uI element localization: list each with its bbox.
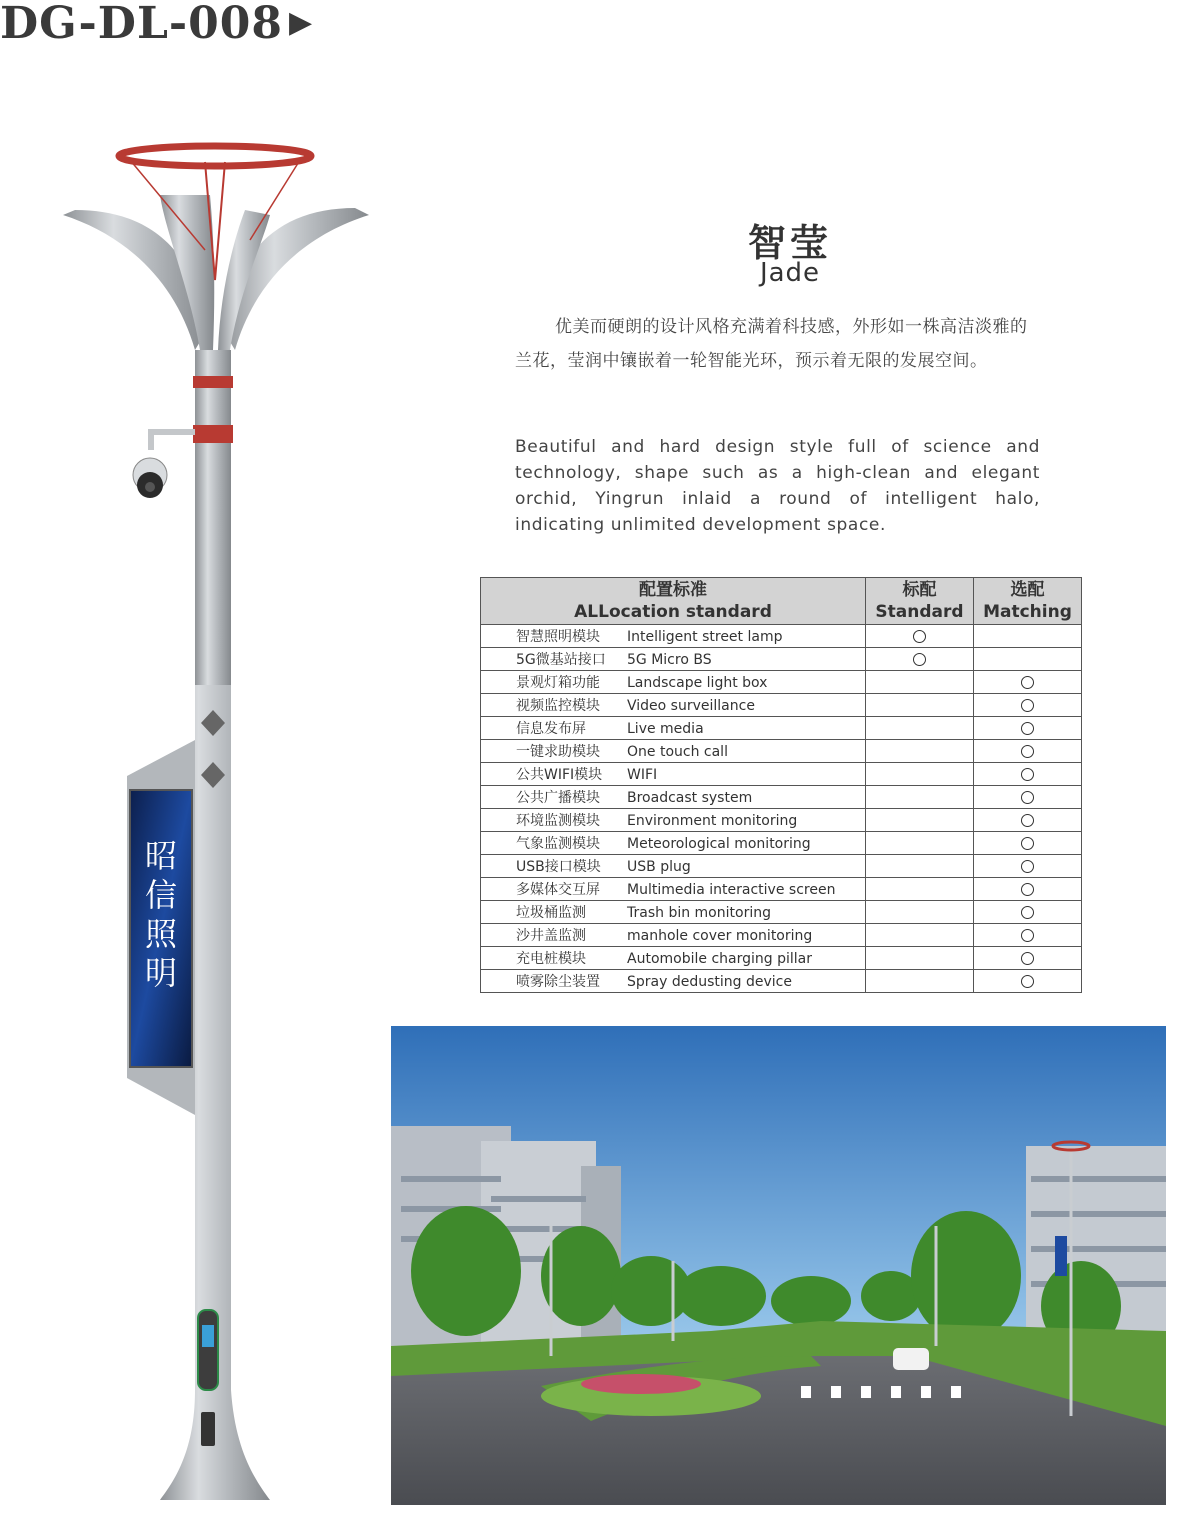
table-row [481,786,1082,809]
table-row [481,947,1082,970]
header-standard-cn: 标配 [902,580,937,600]
table-row [481,855,1082,878]
matching-cell [974,809,1082,832]
config-item-cn: 一键求助模块 [516,744,600,760]
config-item-cn: 智慧照明模块 [516,629,600,645]
config-item-cn: 视频监控模块 [516,698,600,714]
table-row [481,924,1082,947]
circle-mark-icon [1021,952,1034,965]
screen-char-3: 照 [144,915,178,953]
config-item-cn: 喷雾除尘装置 [516,974,600,990]
table-row [481,878,1082,901]
table-row [481,671,1082,694]
standard-cell [866,970,974,993]
config-item-cn: 沙井盖监测 [516,928,586,944]
product-code [0,0,313,47]
config-item-cn: 环境监测模块 [516,813,600,829]
config-item-en: Meteorological monitoring [627,836,811,852]
description-chinese: 优美而硬朗的设计风格充满着科技感，外形如一株高洁淡雅的兰花，莹润中镶嵌着一轮智能光环，预示着无限的发展空间。 [515,317,1028,371]
matching-cell [974,855,1082,878]
config-item [481,694,866,717]
config-item-en: Video surveillance [627,698,755,714]
circle-mark-icon [913,630,926,643]
circle-mark-icon [1021,929,1034,942]
config-item [481,924,866,947]
matching-cell [974,625,1082,648]
header-standard [866,578,974,625]
header-config [481,578,866,625]
config-item [481,763,866,786]
standard-cell [866,878,974,901]
matching-cell [974,878,1082,901]
config-item-cn: 充电桩模块 [516,951,586,967]
circle-mark-icon [1021,906,1034,919]
config-item-en: Automobile charging pillar [627,951,812,967]
standard-cell [866,809,974,832]
standard-cell [866,625,974,648]
standard-cell [866,648,974,671]
table-row [481,648,1082,671]
matching-cell [974,671,1082,694]
matching-cell [974,970,1082,993]
config-item-en: 5G Micro BS [627,652,712,668]
screen-char-2: 信 [144,876,178,914]
matching-cell [974,717,1082,740]
usb-plug-icon [201,1412,215,1446]
matching-cell [974,832,1082,855]
title-chinese: 智莹 [747,221,832,265]
table-row [481,763,1082,786]
table-row [481,901,1082,924]
config-item [481,809,866,832]
config-item-en: Spray dedusting device [627,974,792,990]
header-matching [974,578,1082,625]
config-item-en: manhole cover monitoring [627,928,813,944]
circle-mark-icon [1021,814,1034,827]
car [893,1348,929,1370]
config-item-en: Intelligent street lamp [627,629,783,645]
config-item [481,717,866,740]
circle-mark-icon [1021,722,1034,735]
standard-cell [866,740,974,763]
upper-pole [195,350,231,690]
config-item [481,648,866,671]
header-matching-cn: 选配 [1010,580,1045,600]
circle-mark-icon [1021,975,1034,988]
config-item-en: Trash bin monitoring [627,905,771,921]
matching-cell [974,694,1082,717]
config-item-cn: 垃圾桶监测 [516,905,586,921]
red-band-upper [193,376,233,388]
description-english: Beautiful and hard design style full of science and technology, shape such as a high-clean and elegant orchid, Yingrun inlaid a round of intelligent halo, indicating unlimited development space. [515,437,1040,535]
circle-mark-icon [1021,745,1034,758]
matching-cell [974,947,1082,970]
circle-mark-icon [1021,676,1034,689]
standard-cell [866,947,974,970]
header-config-en: ALLocation standard [574,602,772,622]
halo-ring [119,146,311,166]
config-item [481,878,866,901]
config-item [481,832,866,855]
config-item-en: Landscape light box [627,675,768,691]
config-item-en: Multimedia interactive screen [627,882,836,898]
standard-cell [866,763,974,786]
config-item-cn: 公共WIFI模块 [516,767,603,783]
config-item [481,625,866,648]
screen-char-4: 明 [144,954,178,992]
config-item-cn: 气象监测模块 [516,836,600,852]
config-item-cn: 公共广播模块 [516,790,600,806]
table-row [481,625,1082,648]
circle-mark-icon [1021,860,1034,873]
circle-mark-icon [1021,883,1034,896]
circle-mark-icon [1021,791,1034,804]
config-item [481,671,866,694]
product-code-text: DG-DL-008 [0,0,284,49]
config-item [481,740,866,763]
standard-cell [866,717,974,740]
table-row [481,694,1082,717]
charging-panel [198,1310,218,1390]
matching-cell [974,763,1082,786]
standard-cell [866,901,974,924]
config-item-en: USB plug [627,859,691,875]
config-item [481,970,866,993]
standard-cell [866,786,974,809]
circle-mark-icon [1021,837,1034,850]
circle-mark-icon [1021,768,1034,781]
config-item [481,786,866,809]
config-item [481,855,866,878]
config-item-cn: 多媒体交互屏 [516,882,600,898]
table-row [481,740,1082,763]
table-header-row [481,578,1082,625]
config-item [481,901,866,924]
street-scene-image [391,1026,1166,1505]
play-arrow-icon: ▶ [289,5,314,40]
header-matching-en: Matching [983,602,1072,622]
table-row [481,717,1082,740]
config-item-en: Broadcast system [627,790,753,806]
matching-cell [974,901,1082,924]
config-item-en: One touch call [627,744,728,760]
circle-mark-icon [1021,699,1034,712]
table-row [481,809,1082,832]
matching-cell [974,786,1082,809]
config-item-en: Live media [627,721,704,737]
config-item-en: Environment monitoring [627,813,798,829]
header-config-cn: 配置标准 [639,580,707,600]
standard-cell [866,671,974,694]
config-item-cn: 景观灯箱功能 [516,675,600,691]
matching-cell [974,648,1082,671]
circle-mark-icon [913,653,926,666]
standard-cell [866,694,974,717]
table-row [481,970,1082,993]
configuration-table [480,577,1082,993]
red-band-lower [193,425,233,443]
street-lamp-illustration [55,140,375,1510]
matching-cell [974,740,1082,763]
header-standard-en: Standard [875,602,964,622]
standard-cell [866,924,974,947]
title-english: Jade [759,258,821,288]
standard-cell [866,855,974,878]
config-item-cn: 信息发布屏 [516,721,586,737]
standard-cell [866,832,974,855]
config-item-cn: 5G微基站接口 [516,652,606,668]
table-row [481,832,1082,855]
screen-char-1: 昭 [144,837,178,875]
config-item [481,947,866,970]
config-item-en: WIFI [627,767,658,783]
matching-cell [974,924,1082,947]
config-item-cn: USB接口模块 [516,859,601,875]
